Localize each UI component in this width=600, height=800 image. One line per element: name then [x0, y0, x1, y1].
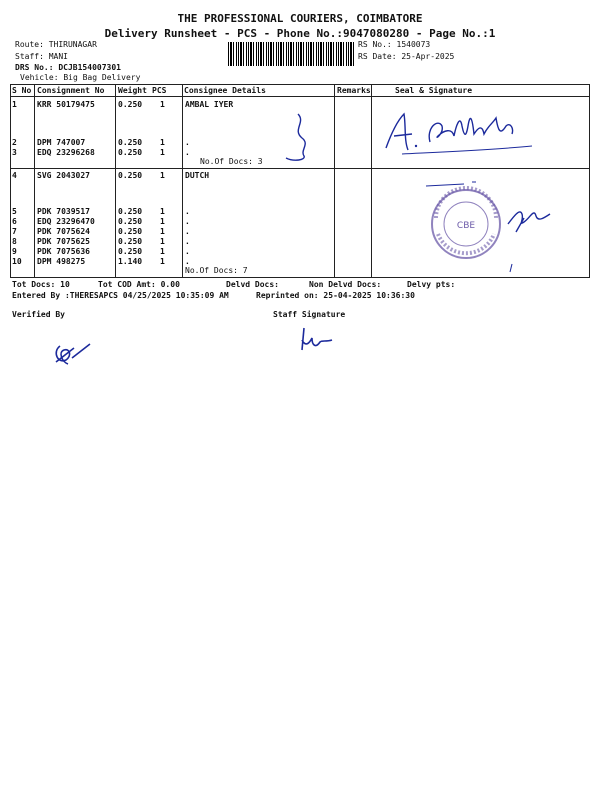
row-pcs: 1: [160, 247, 165, 256]
col-header-weight: Weight: [118, 86, 147, 95]
row-consignee: .: [185, 217, 190, 226]
row-consignment: PDK 7039517: [37, 207, 90, 216]
row-sno: 10: [12, 257, 22, 266]
row-consignment: PDK 7075624: [37, 227, 90, 236]
row-consignment: DPM 747007: [37, 138, 86, 147]
row-consignment: DPM 498275: [37, 257, 86, 266]
group-divider: [10, 168, 590, 169]
row-consignee: AMBAL IYER: [185, 100, 234, 109]
row-weight: 0.250: [118, 207, 143, 216]
total-docs: Tot Docs: 10: [12, 280, 70, 289]
company-title: THE PROFESSIONAL COURIERS, COIMBATORE: [177, 12, 423, 25]
row-weight: 0.250: [118, 148, 143, 157]
stamp-center-text: CBE: [456, 221, 476, 231]
row-pcs: 1: [160, 100, 165, 109]
col-divider: [34, 84, 35, 277]
row-consignee: .: [185, 257, 190, 266]
total-cod-amount: Tot COD Amt: 0.00: [98, 280, 180, 289]
row-weight: 1.140: [118, 257, 143, 266]
reprinted-on: Reprinted on: 25-04-2025 10:36:30: [256, 291, 415, 300]
row-consignment: PDK 7075636: [37, 247, 90, 256]
col-header-pcs: PCS: [152, 86, 167, 95]
route-label: Route: THIRUNAGAR: [15, 40, 97, 49]
non-delivered-docs: Non Delvd Docs:: [309, 280, 382, 289]
row-pcs: 1: [160, 237, 165, 246]
row-consignee: DUTCH: [185, 171, 210, 180]
col-divider: [589, 84, 590, 277]
staff-signature-label: Staff Signature: [273, 310, 346, 319]
col-header-consignee: Consignee Details: [184, 86, 266, 95]
row-pcs: 1: [160, 148, 165, 157]
row-sno: 9: [12, 247, 17, 256]
rs-date: RS Date: 25-Apr-2025: [358, 52, 455, 61]
row-consignee: .: [185, 227, 190, 236]
row-weight: 0.250: [118, 100, 143, 109]
col-divider: [371, 84, 372, 277]
row-pcs: 1: [160, 227, 165, 236]
row-consignment: EDQ 23296470: [37, 217, 95, 226]
table-top-border: [10, 84, 590, 85]
seal-stamp: [424, 178, 564, 274]
row-weight: 0.250: [118, 237, 143, 246]
row-pcs: 1: [160, 207, 165, 216]
row-weight: 0.250: [118, 247, 143, 256]
row-consignee: .: [185, 237, 190, 246]
row-sno: 8: [12, 237, 17, 246]
runsheet-title: Delivery Runsheet - PCS - Phone No.:9047080280 - Page No.:1: [104, 27, 496, 40]
row-consignee: .: [185, 148, 190, 157]
row-sno: 5: [12, 207, 17, 216]
row-sno: 1: [12, 100, 17, 109]
col-header-consignment: Consignment No: [37, 86, 105, 95]
drs-number: DRS No.: DCJB154007301: [15, 63, 121, 72]
barcode: [228, 42, 354, 66]
row-weight: 0.250: [118, 171, 143, 180]
signature-balliks: [382, 106, 542, 158]
row-pcs: 1: [160, 257, 165, 266]
row-pcs: 1: [160, 217, 165, 226]
group-docs-count: No.Of Docs: 3: [200, 157, 263, 166]
col-header-seal: Seal & Signature: [395, 86, 473, 95]
row-sno: 6: [12, 217, 17, 226]
row-weight: 0.250: [118, 217, 143, 226]
row-pcs: 1: [160, 171, 165, 180]
row-sno: 4: [12, 171, 17, 180]
rs-number: RS No.: 1540073: [358, 40, 431, 49]
col-divider: [115, 84, 116, 277]
vehicle-label: Vehicle: Big Bag Delivery: [20, 73, 141, 82]
row-consignee: .: [185, 138, 190, 147]
delivered-docs: Delvd Docs:: [226, 280, 279, 289]
entered-by: Entered By :THERESAPCS 04/25/2025 10:35:09 AM: [12, 291, 229, 300]
row-consignee: .: [185, 207, 190, 216]
row-consignee: .: [185, 247, 190, 256]
row-pcs: 1: [160, 138, 165, 147]
table-bottom-border: [10, 277, 590, 278]
row-consignment: KRR 50179475: [37, 100, 95, 109]
col-header-sno: S No: [12, 86, 32, 95]
col-divider: [334, 84, 335, 277]
staff-signature: [296, 326, 336, 356]
col-header-remarks: Remarks: [337, 86, 371, 95]
row-sno: 3: [12, 148, 17, 157]
verified-by-label: Verified By: [12, 310, 65, 319]
row-consignment: SVG 2043027: [37, 171, 90, 180]
group-docs-count: No.Of Docs: 7: [185, 266, 248, 275]
row-consignment: PDK 7075625: [37, 237, 90, 246]
verifier-signature: [50, 338, 94, 372]
row-sno: 7: [12, 227, 17, 236]
row-sno: 2: [12, 138, 17, 147]
row-consignment: EDQ 23296268: [37, 148, 95, 157]
row-weight: 0.250: [118, 227, 143, 236]
bracket-mark: [280, 112, 320, 164]
col-divider: [10, 84, 11, 277]
table-header-border: [10, 96, 590, 97]
row-weight: 0.250: [118, 138, 143, 147]
delivery-points: Delvy pts:: [407, 280, 456, 289]
col-divider: [182, 84, 183, 277]
staff-label: Staff: MANI: [15, 52, 68, 61]
